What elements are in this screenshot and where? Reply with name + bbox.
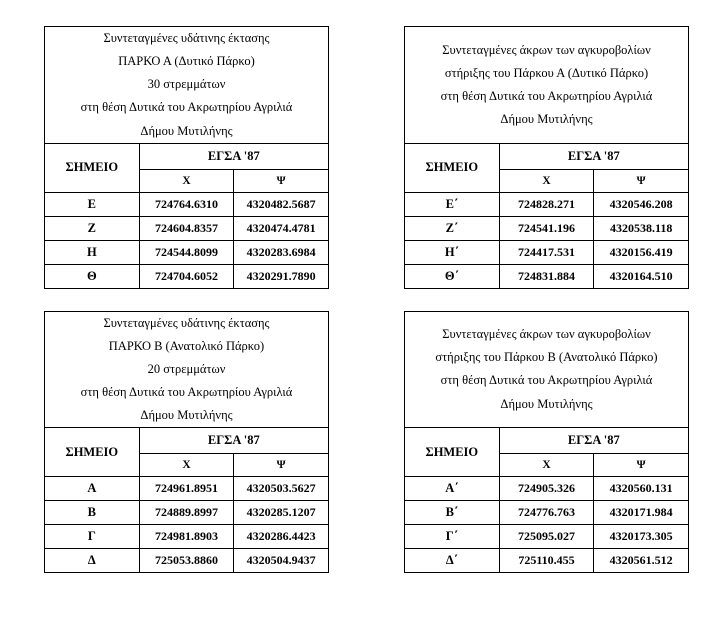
title-line: 20 στρεμμάτων <box>147 361 226 376</box>
header-x: Χ <box>499 454 594 477</box>
cell-x: 725095.027 <box>499 525 594 549</box>
table-row <box>45 501 329 525</box>
table-row <box>405 549 689 573</box>
title-line: Δήμου Μυτιλήνης <box>500 396 593 411</box>
table-row <box>45 216 329 240</box>
header-point: ΣΗΜΕΙΟ <box>45 428 140 477</box>
table-title-row <box>45 27 329 144</box>
header-y: Ψ <box>594 454 689 477</box>
cell-point: Α <box>45 477 140 501</box>
coordinates-table-parko-b-anchor <box>404 311 689 574</box>
table-row <box>45 264 329 288</box>
cell-x: 724831.884 <box>499 264 594 288</box>
cell-point: Α΄ <box>405 477 500 501</box>
cell-y: 4320560.131 <box>594 477 689 501</box>
cell-point: Ε <box>45 192 140 216</box>
table-title-row <box>45 311 329 428</box>
title-line: στη θέση Δυτικά του Ακρωτηρίου Αγριλιά <box>80 100 293 115</box>
title-line: 30 στρεμμάτων <box>147 77 226 92</box>
cell-point: Η΄ <box>405 240 500 264</box>
cell-x: 724905.326 <box>499 477 594 501</box>
cell-y: 4320156.419 <box>594 240 689 264</box>
cell-y: 4320164.510 <box>594 264 689 288</box>
cell-point: Γ΄ <box>405 525 500 549</box>
header-x: Χ <box>139 169 234 192</box>
table-header-row-system <box>45 428 329 454</box>
table-title <box>405 311 689 428</box>
cell-point: Ε΄ <box>405 192 500 216</box>
header-system: ΕΓΣΑ '87 <box>499 428 688 454</box>
title-line: στήριξης του Πάρκου Α (Δυτικό Πάρκο) <box>444 65 649 80</box>
table-title <box>45 27 329 144</box>
header-x: Χ <box>139 454 234 477</box>
table-row <box>45 549 329 573</box>
cell-point: Β΄ <box>405 501 500 525</box>
table-row <box>45 240 329 264</box>
cell-point: Θ΄ <box>405 264 500 288</box>
header-y: Ψ <box>234 454 329 477</box>
cell-point: Δ <box>45 549 140 573</box>
cell-point: Ζ΄ <box>405 216 500 240</box>
title-line: Συντεταγμένες άκρων των αγκυροβολίων <box>442 42 651 57</box>
cell-x: 725053.8860 <box>139 549 234 573</box>
cell-x: 724776.763 <box>499 501 594 525</box>
cell-y: 4320503.5627 <box>234 477 329 501</box>
cell-y: 4320561.512 <box>594 549 689 573</box>
header-system: ΕΓΣΑ '87 <box>499 143 688 169</box>
title-line: στήριξης του Πάρκου Β (Ανατολικό Πάρκο) <box>435 350 658 365</box>
table-row <box>405 192 689 216</box>
table-row <box>405 525 689 549</box>
cell-y: 4320171.984 <box>594 501 689 525</box>
cell-x: 724764.6310 <box>139 192 234 216</box>
table-row <box>405 216 689 240</box>
title-line: στη θέση Δυτικά του Ακρωτηρίου Αγριλιά <box>440 373 653 388</box>
header-point: ΣΗΜΕΙΟ <box>45 143 140 192</box>
table-row <box>405 264 689 288</box>
cell-x: 724981.8903 <box>139 525 234 549</box>
cell-y: 4320173.305 <box>594 525 689 549</box>
header-x: Χ <box>499 169 594 192</box>
cell-x: 724541.196 <box>499 216 594 240</box>
cell-x: 724417.531 <box>499 240 594 264</box>
cell-point: Γ <box>45 525 140 549</box>
title-line: ΠΑΡΚΟ Β (Ανατολικό Πάρκο) <box>108 338 265 353</box>
title-line: Δήμου Μυτιλήνης <box>140 123 233 138</box>
coordinates-table-parko-a-water <box>44 26 329 289</box>
cell-y: 4320283.6984 <box>234 240 329 264</box>
cell-y: 4320474.4781 <box>234 216 329 240</box>
cell-x: 724604.8357 <box>139 216 234 240</box>
cell-y: 4320504.9437 <box>234 549 329 573</box>
table-title-row <box>405 27 689 144</box>
cell-x: 724544.8099 <box>139 240 234 264</box>
cell-point: Δ΄ <box>405 549 500 573</box>
cell-x: 725110.455 <box>499 549 594 573</box>
coordinates-table-parko-a-anchor <box>404 26 689 289</box>
header-point: ΣΗΜΕΙΟ <box>405 143 500 192</box>
title-line: Συντεταγμένες υδάτινης έκτασης <box>103 31 270 45</box>
cell-y: 4320285.1207 <box>234 501 329 525</box>
title-line: ΠΑΡΚΟ Α (Δυτικό Πάρκο) <box>118 54 255 69</box>
cell-point: Β <box>45 501 140 525</box>
header-y: Ψ <box>234 169 329 192</box>
table-header-row-system <box>405 428 689 454</box>
title-line: στη θέση Δυτικά του Ακρωτηρίου Αγριλιά <box>440 88 653 103</box>
cell-y: 4320538.118 <box>594 216 689 240</box>
table-title <box>405 27 689 144</box>
cell-point: Η <box>45 240 140 264</box>
table-row <box>405 501 689 525</box>
cell-x: 724704.6052 <box>139 264 234 288</box>
cell-y: 4320546.208 <box>594 192 689 216</box>
cell-x: 724961.8951 <box>139 477 234 501</box>
table-header-row-system <box>45 143 329 169</box>
table-title <box>45 311 329 428</box>
cell-point: Θ <box>45 264 140 288</box>
header-y: Ψ <box>594 169 689 192</box>
table-row <box>405 240 689 264</box>
title-line: στη θέση Δυτικά του Ακρωτηρίου Αγριλιά <box>80 385 293 399</box>
title-line: Συντεταγμένες άκρων των αγκυροβολίων <box>442 327 651 342</box>
cell-x: 724828.271 <box>499 192 594 216</box>
header-system: ΕΓΣΑ '87 <box>139 143 328 169</box>
cell-y: 4320291.7890 <box>234 264 329 288</box>
table-row <box>45 192 329 216</box>
title-line: Δήμου Μυτιλήνης <box>500 111 593 126</box>
table-title-row <box>405 311 689 428</box>
table-row <box>45 477 329 501</box>
cell-y: 4320482.5687 <box>234 192 329 216</box>
title-line: Συντεταγμένες υδάτινης έκτασης <box>103 315 270 330</box>
table-row <box>45 525 329 549</box>
header-point: ΣΗΜΕΙΟ <box>405 428 500 477</box>
cell-point: Ζ <box>45 216 140 240</box>
table-header-row-system <box>405 143 689 169</box>
table-row <box>405 477 689 501</box>
header-system: ΕΓΣΑ '87 <box>139 428 328 454</box>
cell-x: 724889.8997 <box>139 501 234 525</box>
cell-y: 4320286.4423 <box>234 525 329 549</box>
coordinates-table-parko-b-water <box>44 311 329 574</box>
title-line: Δήμου Μυτιλήνης <box>140 408 233 423</box>
